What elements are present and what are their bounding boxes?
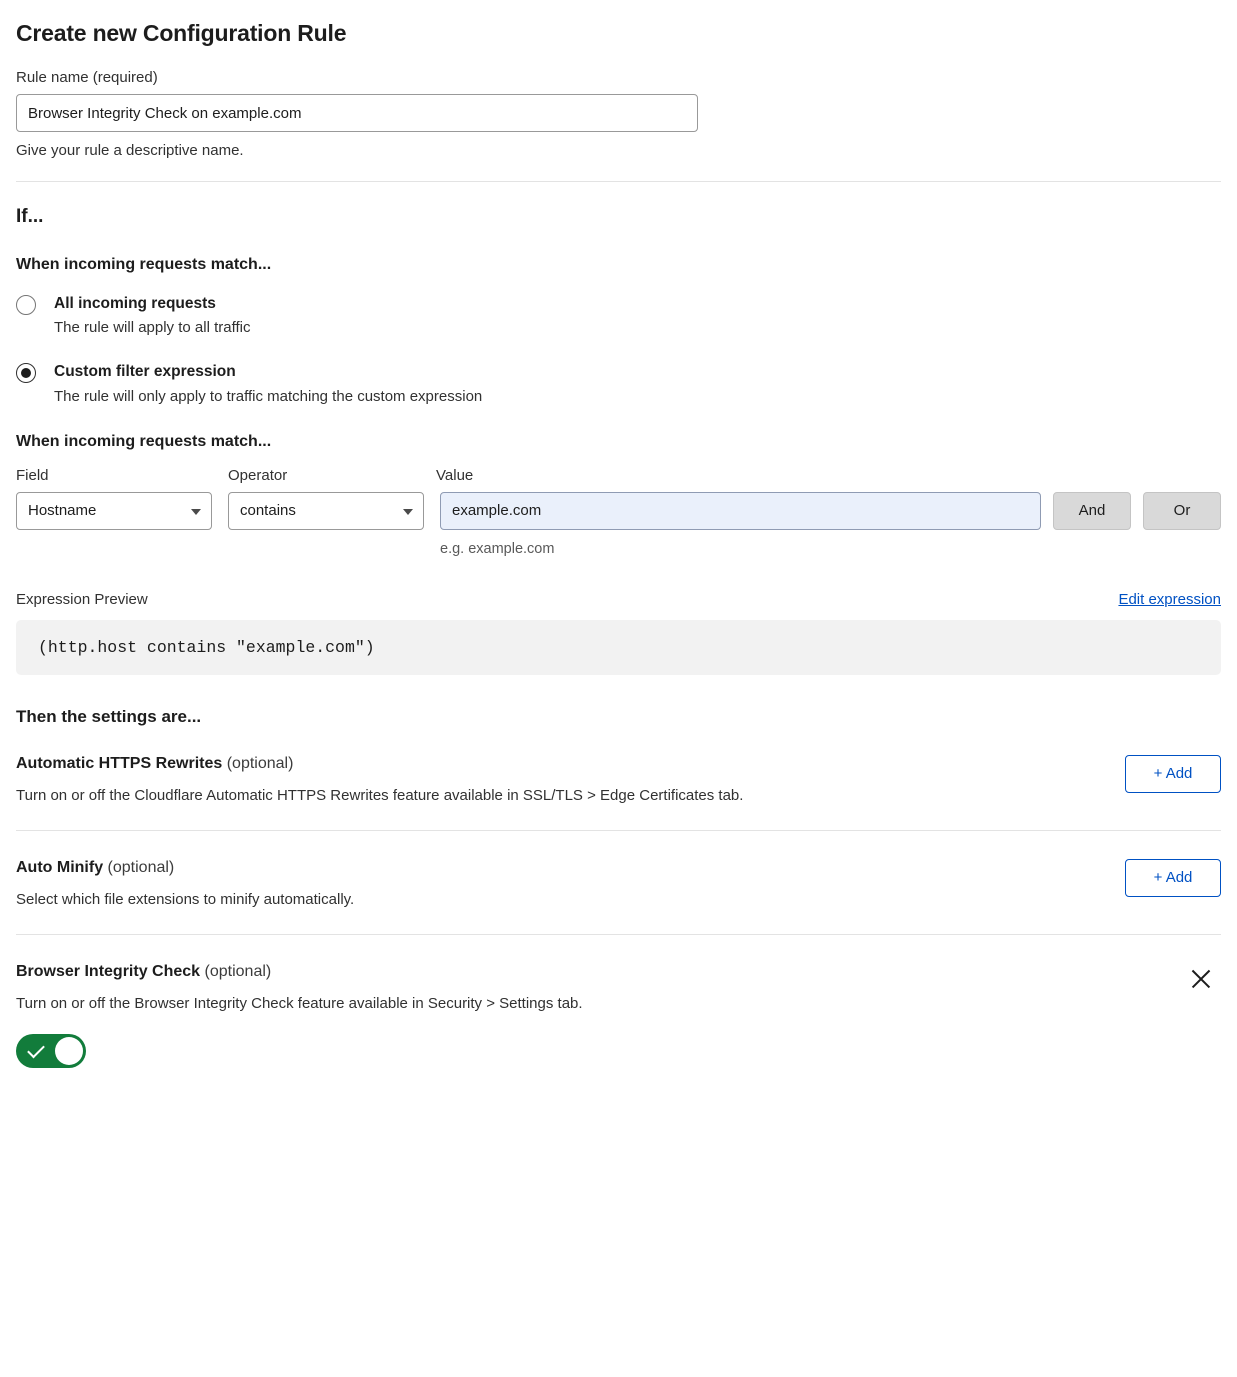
- operator-label: Operator: [228, 466, 288, 484]
- add-button-automatic-https-rewrites[interactable]: + Add: [1125, 755, 1221, 793]
- rule-name-help: Give your rule a descriptive name.: [16, 142, 244, 159]
- or-button[interactable]: Or: [1143, 492, 1221, 530]
- toggle-knob: [55, 1037, 83, 1065]
- rule-name-group: [16, 69, 1221, 159]
- expression-builder: [16, 467, 1221, 557]
- radio-label-custom-filter: Custom filter expression: [54, 363, 236, 381]
- value-input[interactable]: [440, 492, 1041, 530]
- field-select[interactable]: [16, 492, 212, 530]
- radio-desc-custom-filter: The rule will only apply to traffic matching the custom expression: [54, 387, 483, 405]
- check-icon: [27, 1040, 45, 1058]
- value-hint: e.g. example.com: [440, 540, 555, 557]
- operator-select[interactable]: [228, 492, 424, 530]
- chevron-down-icon: [403, 509, 413, 515]
- setting-browser-integrity-check: [16, 935, 1221, 1078]
- rule-name-input[interactable]: [16, 94, 698, 132]
- expression-preview-label: Expression Preview: [16, 590, 148, 608]
- setting-automatic-https-rewrites: [16, 727, 1221, 831]
- edit-expression-link[interactable]: Edit expression: [1118, 590, 1221, 608]
- setting-optional-tag: (optional): [107, 858, 175, 876]
- operator-select-value: contains: [240, 502, 296, 520]
- radio-label-all-requests: All incoming requests: [54, 295, 216, 312]
- then-section-title: Then the settings are...: [16, 706, 202, 726]
- add-button-auto-minify[interactable]: + Add: [1125, 859, 1221, 897]
- builder-heading: When incoming requests match...: [16, 432, 272, 450]
- expression-preview-box: (http.host contains "example.com"): [16, 620, 1221, 675]
- if-section-title: If...: [16, 206, 44, 227]
- remove-setting-close-icon[interactable]: [1187, 965, 1215, 993]
- radio-option-all-requests[interactable]: [16, 294, 1221, 336]
- field-label: Field: [16, 466, 49, 484]
- match-type-radio-group: [16, 294, 1221, 405]
- radio-desc-all-requests: The rule will apply to all traffic: [54, 319, 251, 337]
- setting-desc-automatic-https-rewrites: Turn on or off the Cloudflare Automatic HTTPS Rewrites feature available in SSL/TLS > Edge Certificates tab.: [16, 786, 744, 804]
- rule-name-label: Rule name (required): [16, 69, 158, 86]
- setting-name-automatic-https-rewrites: Automatic HTTPS Rewrites: [16, 754, 223, 772]
- radio-option-custom-filter[interactable]: [16, 362, 1221, 404]
- setting-desc-browser-integrity-check: Turn on or off the Browser Integrity Check feature available in Security > Settings tab.: [16, 994, 583, 1012]
- and-button[interactable]: And: [1053, 492, 1131, 530]
- setting-name-auto-minify: Auto Minify: [16, 858, 104, 876]
- radio-icon-all-requests[interactable]: [16, 295, 36, 315]
- setting-desc-auto-minify: Select which file extensions to minify automatically.: [16, 890, 355, 908]
- match-heading: When incoming requests match...: [16, 256, 272, 273]
- setting-name-browser-integrity-check: Browser Integrity Check: [16, 962, 201, 980]
- divider: [16, 181, 1221, 182]
- value-label: Value: [436, 466, 474, 484]
- chevron-down-icon: [191, 509, 201, 515]
- setting-optional-tag: (optional): [204, 962, 272, 980]
- radio-icon-custom-filter[interactable]: [16, 363, 36, 383]
- setting-optional-tag: (optional): [226, 754, 294, 772]
- field-select-value: Hostname: [28, 502, 97, 520]
- setting-auto-minify: [16, 831, 1221, 935]
- page-title: Create new Configuration Rule: [16, 20, 347, 46]
- browser-integrity-check-toggle[interactable]: [16, 1034, 86, 1068]
